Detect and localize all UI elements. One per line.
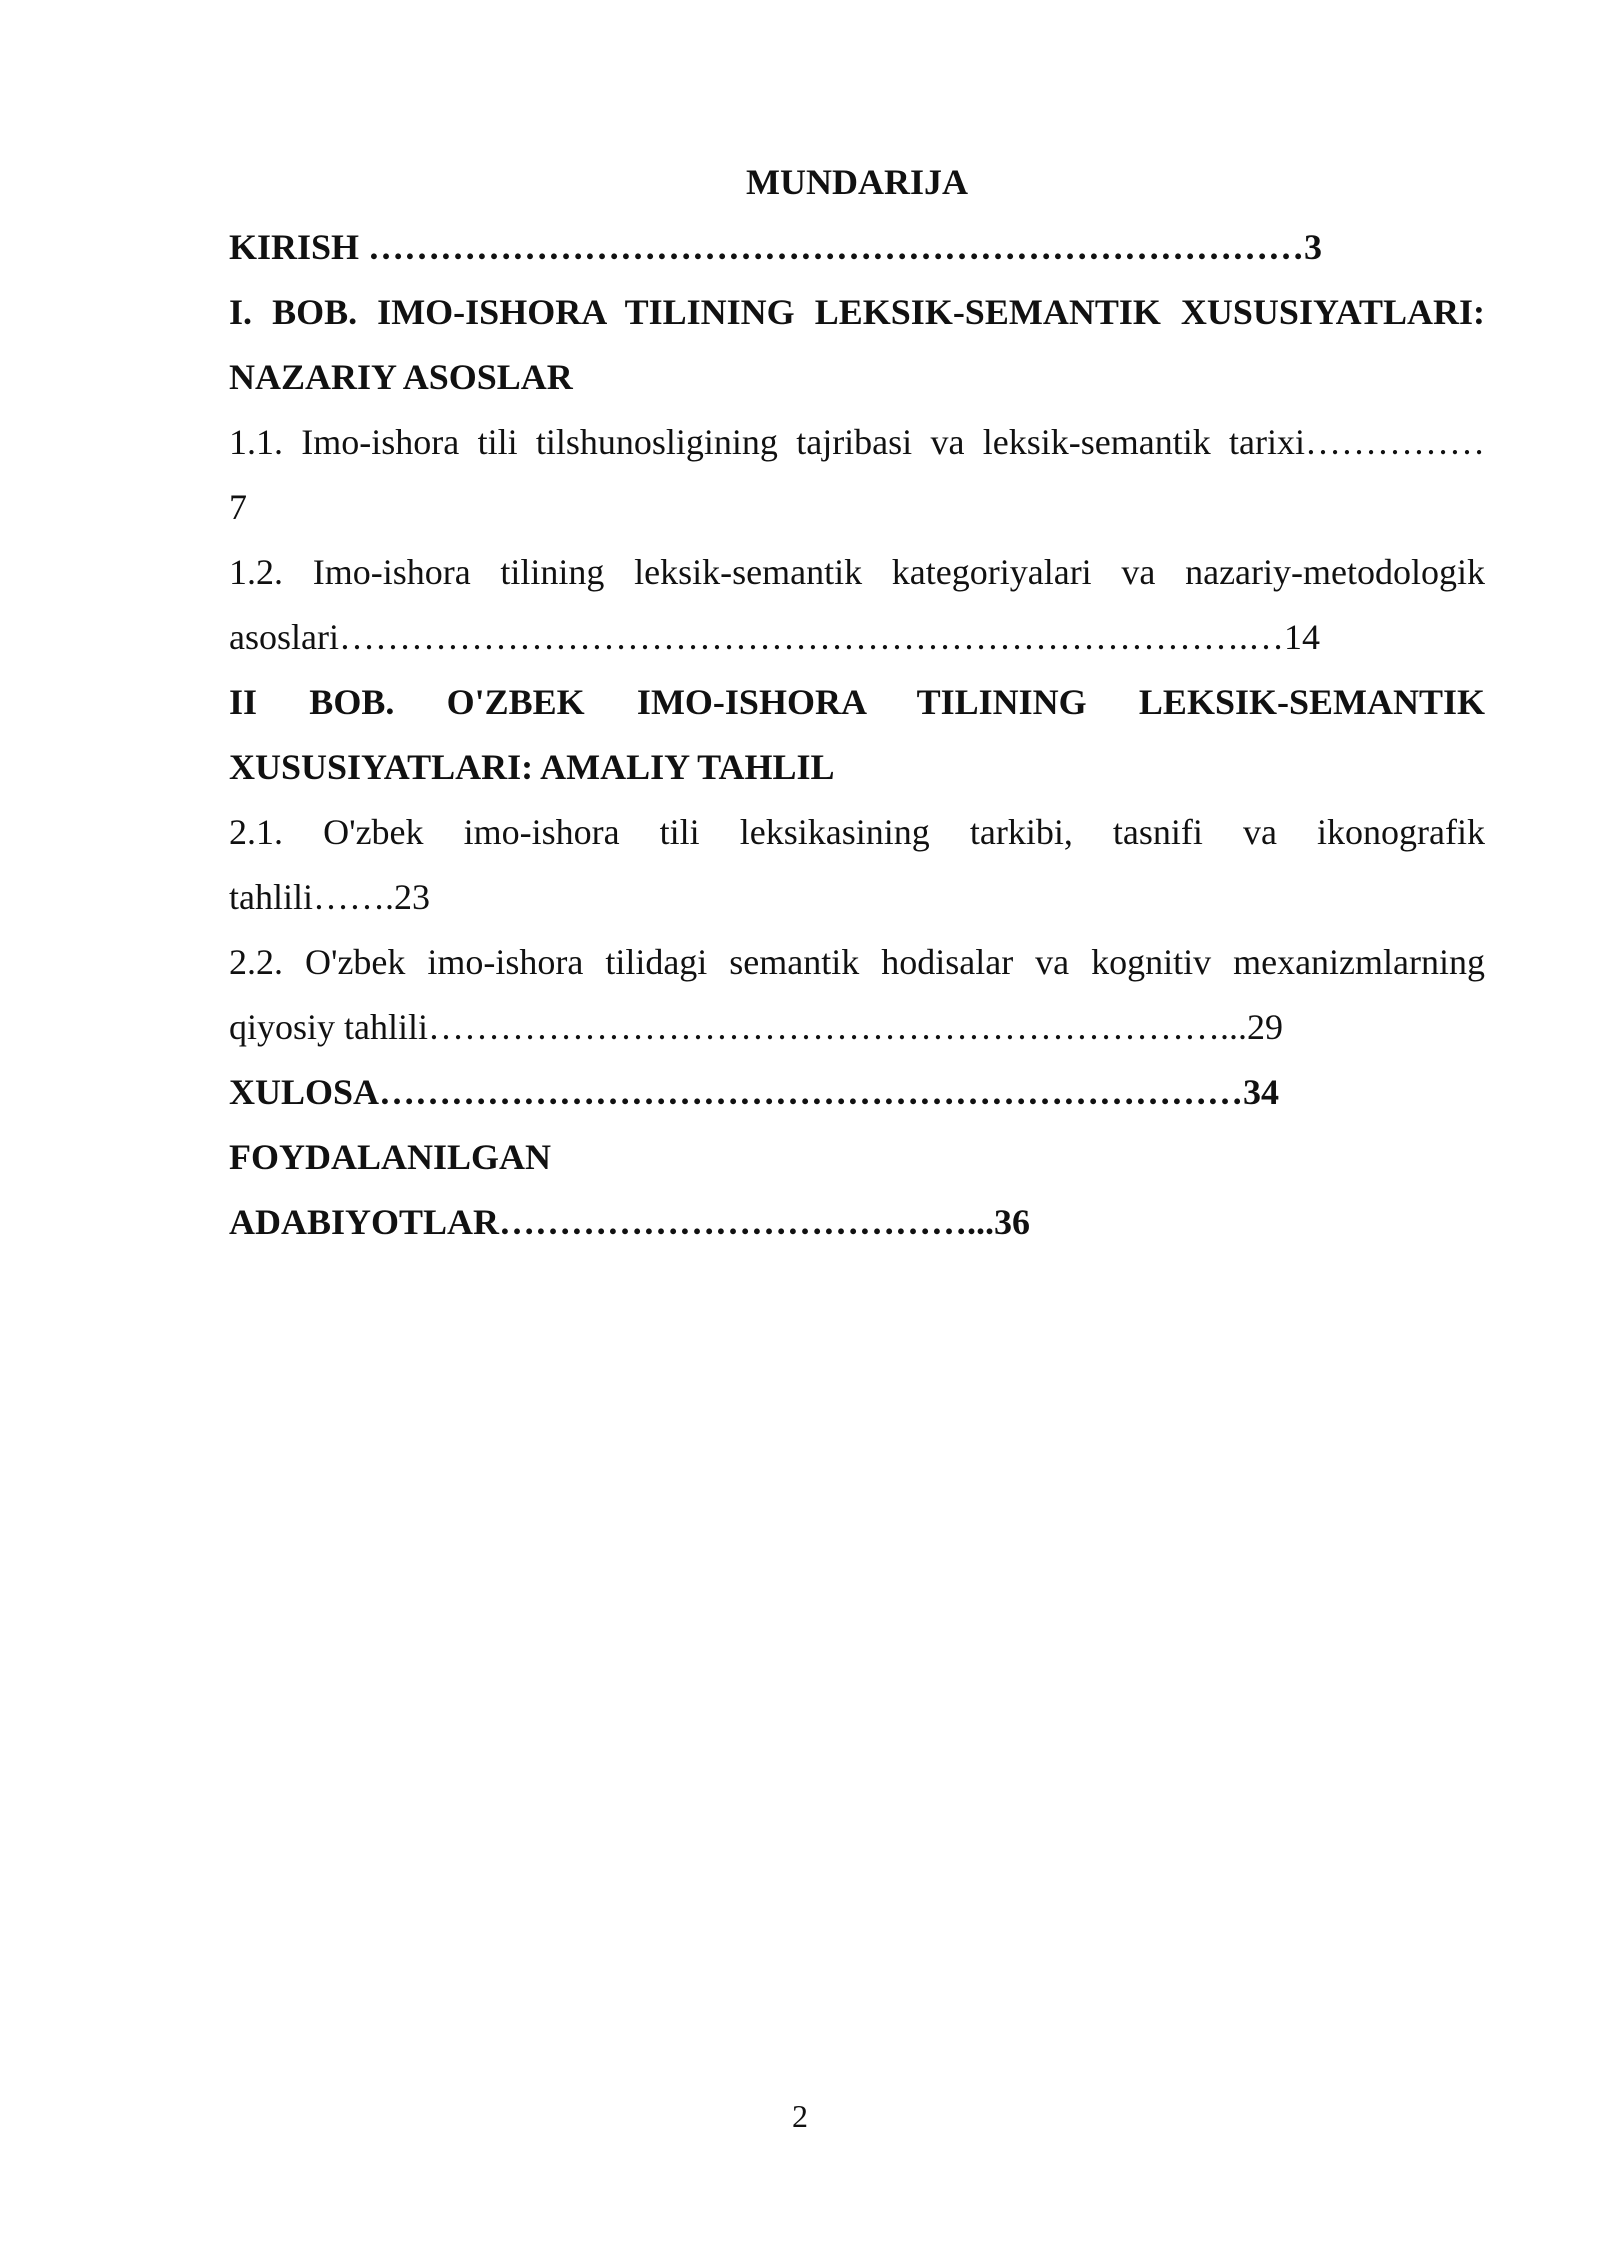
toc-entry-chapter-1-heading: I. BOB. IMO-ISHORA TILINING LEKSIK-SEMANTIK XUSUSIYATLARI: [229,292,1485,332]
page-number: 2 [792,2098,808,2134]
toc-entry-section-2-1: 2.1. O'zbek imo-ishora tili leksikasining tarkibi, tasnifi va ikonografik [229,812,1485,852]
toc-entry-xulosa: XULOSA………………………………………………………………34 [229,1072,1280,1112]
toc-entry-section-1-2: 1.2. Imo-ishora tilining leksik-semantik kategoriyalari va nazariy-metodologik [229,552,1485,592]
toc-entry-section-2-2: 2.2. O'zbek imo-ishora tilidagi semantik hodisalar va kognitiv mexanizmlarning [229,942,1485,982]
toc-entry-section-1-1-page: 7 [229,487,247,527]
toc-entry-section-1-1: 1.1. Imo-ishora tili tilshunosligining tajribasi va leksik-semantik tarixi…………… [229,422,1485,462]
toc-entry-section-2-2-cont: qiyosiy tahlili…………………………………………………………...29 [229,1007,1284,1047]
toc-entry-references-cont: ADABIYOTLAR…………………………………...36 [229,1202,1031,1242]
toc-entry-references: FOYDALANILGAN [229,1137,552,1177]
toc-entry-section-1-2-cont: asoslari………………………………………………………………….…14 [229,617,1320,657]
toc-entry-chapter-2-heading-cont: XUSUSIYATLARI: AMALIY TAHLIL [229,747,835,787]
toc-entry-chapter-1-heading-cont: NAZARIY ASOSLAR [229,357,573,397]
table-of-contents [229,150,1485,1255]
toc-entry-kirish: KIRISH ……………………………………………………………………3 [229,227,1323,267]
toc-entry-chapter-2-heading: II BOB. O'ZBEK IMO-ISHORA TILINING LEKSIK-SEMANTIK [229,682,1485,722]
toc-title: MUNDARIJA [746,162,968,202]
toc-entry-section-2-1-cont: tahlili…….23 [229,877,430,917]
